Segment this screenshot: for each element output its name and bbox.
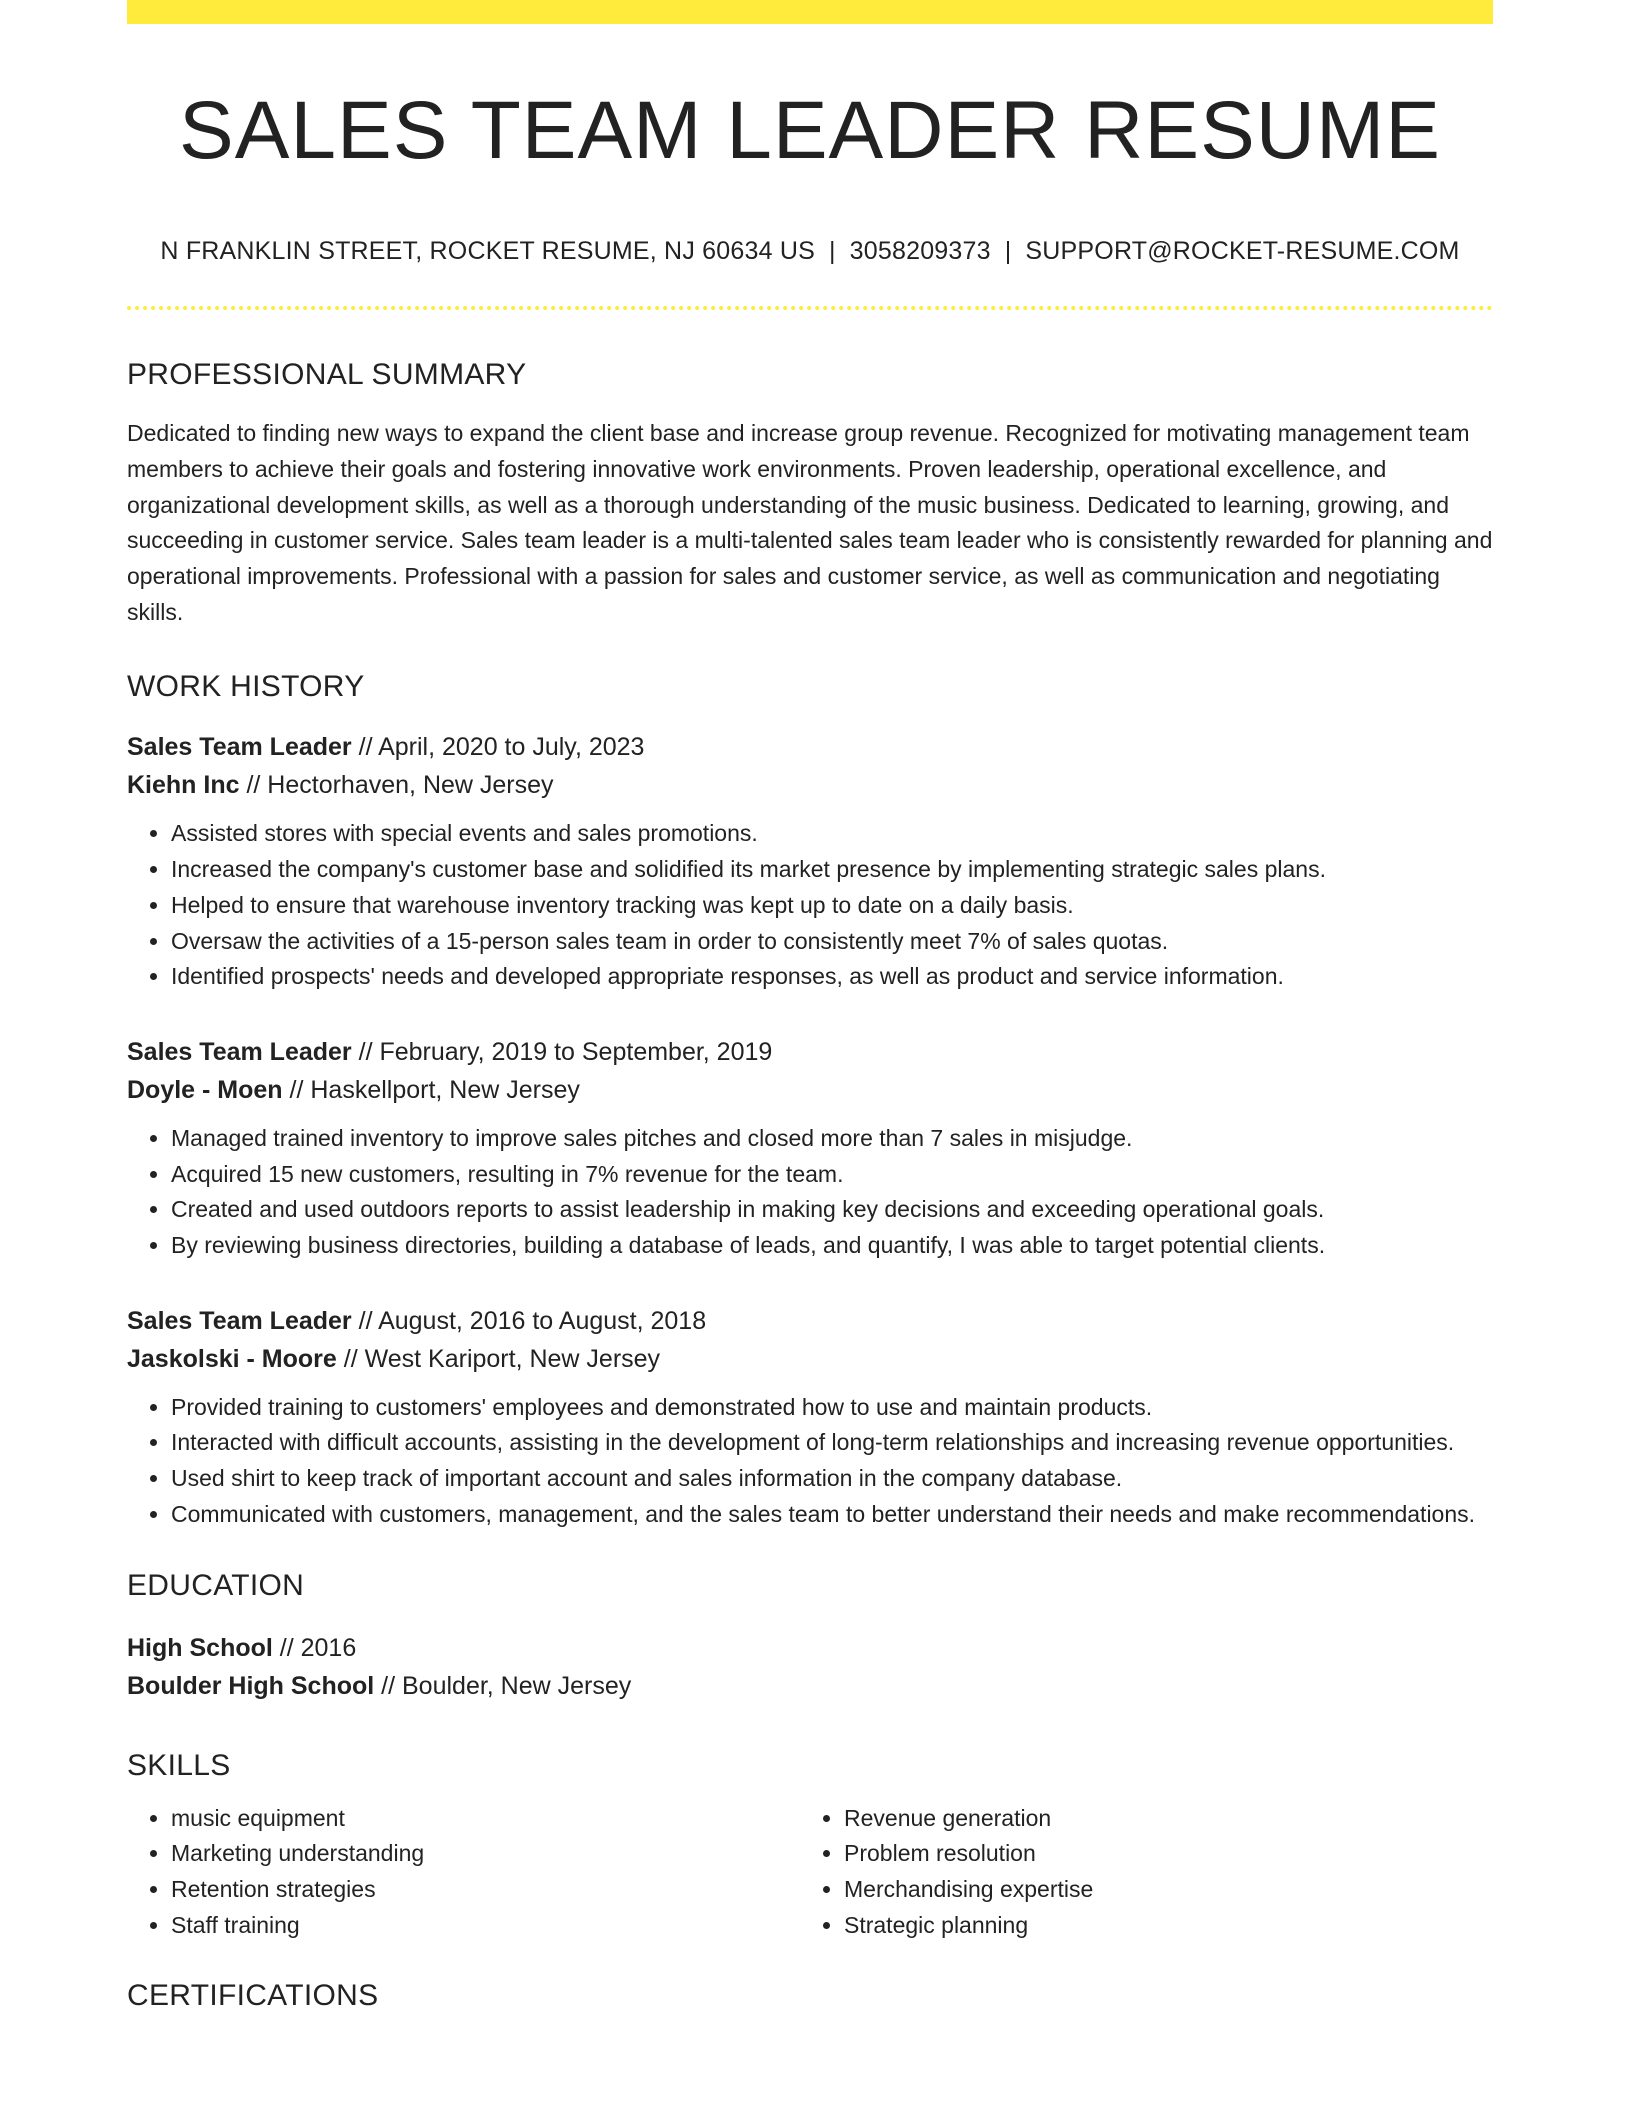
- job-company-line: [127, 1340, 1493, 1378]
- skill-item: • Marketing understanding: [171, 1836, 800, 1872]
- resume-page: [127, 0, 1493, 2013]
- contact-phone: 3058209373: [849, 237, 991, 266]
- skills-list-left: [127, 1801, 800, 1944]
- education-entry: [127, 1629, 1493, 1705]
- job-bullet: • Managed trained inventory to improve sales pitches and closed more than 7 sales in misjudge.: [171, 1121, 1493, 1157]
- job-title: Sales Team Leader: [127, 733, 352, 762]
- contact-separator: |: [1004, 237, 1012, 266]
- job-dates: // August, 2016 to August, 2018: [351, 1306, 707, 1335]
- skill-item: • Strategic planning: [844, 1908, 1473, 1944]
- job-location: // Hectorhaven, New Jersey: [239, 771, 554, 800]
- job-title: Sales Team Leader: [127, 1037, 352, 1066]
- skill-item: • Retention strategies: [171, 1872, 800, 1908]
- job-bullet: • Provided training to customers' employees and demonstrated how to use and maintain products.: [171, 1390, 1493, 1426]
- education-school: Boulder High School: [127, 1671, 375, 1700]
- job-company: Jaskolski - Moore: [127, 1344, 337, 1373]
- education-school-line: [127, 1667, 1493, 1705]
- contact-address: N FRANKLIN STREET, ROCKET RESUME, NJ 60634 US: [160, 237, 815, 266]
- job-title-line: [127, 1302, 1493, 1340]
- job-bullet: • Identified prospects' needs and developed appropriate responses, as well as product and service information.: [171, 959, 1493, 995]
- skill-item: • Staff training: [171, 1908, 800, 1944]
- education-degree: High School: [127, 1633, 273, 1662]
- job-bullet: • Communicated with customers, management, and the sales team to better understand their needs and make recommendations.: [171, 1497, 1493, 1533]
- job-entry: [127, 1033, 1493, 1264]
- job-bullet: • Interacted with difficult accounts, assisting in the development of long-term relationships and increasing revenue opportunities.: [171, 1425, 1493, 1461]
- job-company-line: [127, 1071, 1493, 1109]
- job-title-line: [127, 1033, 1493, 1071]
- skills-list-right: [800, 1801, 1473, 1944]
- job-company-line: [127, 766, 1493, 804]
- skills-heading: SKILLS: [127, 1748, 231, 1782]
- job-bullet: • Assisted stores with special events and sales promotions.: [171, 816, 1493, 852]
- job-location: // West Kariport, New Jersey: [336, 1344, 661, 1373]
- skills-columns: [127, 1801, 1493, 1944]
- job-entry: [127, 728, 1493, 995]
- summary-text: Dedicated to finding new ways to expand the client base and increase group revenue. Recognized for motivating management team members to achieve their goals and fostering innovative work environments. Proven leadership, operational excellence, and organizational development skills, as well as a thorough understanding of the music business. Dedicated to learning, growing, and succeeding in customer service. Sales team leader is a multi-talented sales team leader who is consistently rewarded for planning and operational improvements. Professional with a passion for sales and customer service, as well as communication and negotiating skills.: [127, 420, 1493, 625]
- job-bullets: [127, 1390, 1493, 1533]
- job-entry: [127, 1302, 1493, 1533]
- summary-heading: PROFESSIONAL SUMMARY: [127, 358, 527, 392]
- job-title: Sales Team Leader: [127, 1306, 352, 1335]
- job-bullet: • By reviewing business directories, building a database of leads, and quantify, I was able to target potential clients.: [171, 1228, 1493, 1264]
- skill-item: • music equipment: [171, 1801, 800, 1837]
- work-history-heading: WORK HISTORY: [127, 670, 365, 704]
- certifications-heading: CERTIFICATIONS: [127, 1979, 379, 2013]
- job-bullet: • Created and used outdoors reports to assist leadership in making key decisions and exceeding operational goals.: [171, 1192, 1493, 1228]
- job-bullet: • Helped to ensure that warehouse inventory tracking was kept up to date on a daily basis.: [171, 888, 1493, 924]
- education-location: // Boulder, New Jersey: [374, 1671, 632, 1700]
- job-bullet: • Oversaw the activities of a 15-person sales team in order to consistently meet 7% of sales quotas.: [171, 924, 1493, 960]
- contact-separator: |: [828, 237, 836, 266]
- job-bullet: • Increased the company's customer base and solidified its market presence by implementing strategic sales plans.: [171, 852, 1493, 888]
- dotted-divider: [127, 306, 1493, 310]
- job-location: // Haskellport, New Jersey: [282, 1075, 580, 1104]
- education-year: // 2016: [272, 1633, 357, 1662]
- resume-title: SALES TEAM LEADER RESUME: [179, 85, 1441, 176]
- contact-email: SUPPORT@ROCKET-RESUME.COM: [1025, 237, 1460, 266]
- job-bullet: • Used shirt to keep track of important account and sales information in the company database.: [171, 1461, 1493, 1497]
- job-dates: // April, 2020 to July, 2023: [351, 733, 645, 762]
- job-title-line: [127, 728, 1493, 766]
- job-company: Doyle - Moen: [127, 1075, 283, 1104]
- job-dates: // February, 2019 to September, 2019: [351, 1037, 773, 1066]
- contact-line: [127, 236, 1493, 266]
- accent-top-bar: [127, 0, 1493, 24]
- job-company: Kiehn Inc: [127, 771, 240, 800]
- skill-item: • Problem resolution: [844, 1836, 1473, 1872]
- job-bullet: • Acquired 15 new customers, resulting in 7% revenue for the team.: [171, 1157, 1493, 1193]
- education-heading: EDUCATION: [127, 1568, 305, 1602]
- job-bullets: [127, 1121, 1493, 1264]
- job-bullets: [127, 816, 1493, 995]
- skill-item: • Merchandising expertise: [844, 1872, 1473, 1908]
- skill-item: • Revenue generation: [844, 1801, 1473, 1837]
- education-degree-line: [127, 1629, 1493, 1667]
